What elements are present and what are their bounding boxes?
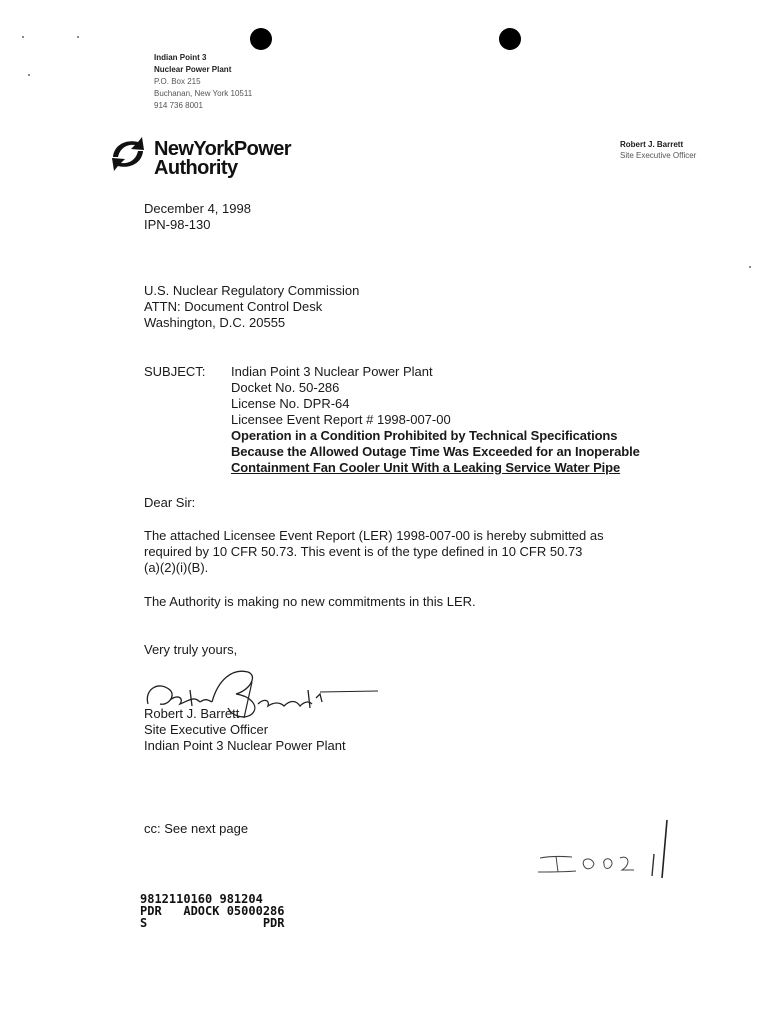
scan-speck [28, 74, 30, 76]
punch-hole [250, 28, 272, 50]
organization-line: NewYorkPower [154, 138, 291, 160]
subject-line: Licensee Event Report # 1998-007-00 [231, 412, 451, 427]
microfilm-code-line: 9812110160 981204 [140, 892, 263, 906]
scan-speck [749, 266, 751, 268]
recipient-agency: U.S. Nuclear Regulatory Commission [144, 283, 360, 298]
handwritten-file-code [530, 816, 690, 886]
body-paragraph [144, 528, 604, 576]
organization-line: Authority [154, 157, 238, 179]
scan-speck [22, 36, 24, 38]
body-line: required by 10 CFR 50.73. This event is of the type defined in 10 CFR 50.73 [144, 544, 583, 559]
subject-line: License No. DPR-64 [231, 396, 350, 411]
executive-title: Site Executive Officer [620, 151, 697, 160]
microfilm-code-line: S PDR [140, 916, 285, 930]
organization-name [154, 140, 291, 178]
executive-name: Robert J. Barrett [620, 140, 684, 149]
punch-hole [499, 28, 521, 50]
address-line: Buchanan, New York 10511 [154, 89, 253, 98]
closing: Very truly yours, [144, 642, 238, 657]
address-line: Indian Point 3 [154, 53, 207, 62]
signer-organization: Indian Point 3 Nuclear Power Plant [144, 738, 346, 753]
subject-title-line: Containment Fan Cooler Unit With a Leaking Service Water Pipe [231, 460, 621, 475]
body-line: The attached Licensee Event Report (LER) 1998-007-00 is hereby submitted as [144, 528, 604, 543]
reference-number: IPN-98-130 [144, 217, 211, 232]
salutation: Dear Sir: [144, 495, 196, 510]
microfilm-code-block [140, 893, 285, 929]
scan-speck [77, 36, 79, 38]
signer-title: Site Executive Officer [144, 722, 269, 737]
subject-block [231, 364, 640, 476]
body-line: The Authority is making no new commitments in this LER. [144, 594, 476, 609]
executive-block [620, 139, 696, 161]
address-line: Nuclear Power Plant [154, 65, 232, 74]
body-line: (a)(2)(i)(B). [144, 560, 209, 575]
subject-line: Docket No. 50-286 [231, 380, 340, 395]
signer-name: Robert J. Barrett [144, 706, 240, 721]
recipient-city: Washington, D.C. 20555 [144, 315, 286, 330]
letter-date: December 4, 1998 [144, 201, 251, 216]
signature-block [144, 706, 346, 754]
body-paragraph [144, 594, 476, 610]
address-line: 914 736 8001 [154, 101, 203, 110]
microfilm-code-line: PDR ADOCK 05000286 [140, 904, 285, 918]
subject-label: SUBJECT: [144, 364, 206, 379]
subject-title-line: Operation in a Condition Prohibited by Technical Specifications [231, 428, 618, 443]
recipient-attention: ATTN: Document Control Desk [144, 299, 323, 314]
nypa-logo-icon [110, 136, 146, 177]
subject-title-line: Because the Allowed Outage Time Was Exceeded for an Inoperable [231, 444, 640, 459]
address-line: P.O. Box 215 [154, 77, 201, 86]
subject-line: Indian Point 3 Nuclear Power Plant [231, 364, 433, 379]
recipient-block [144, 283, 359, 331]
cc-line: cc: See next page [144, 821, 249, 836]
plant-address [154, 52, 252, 112]
